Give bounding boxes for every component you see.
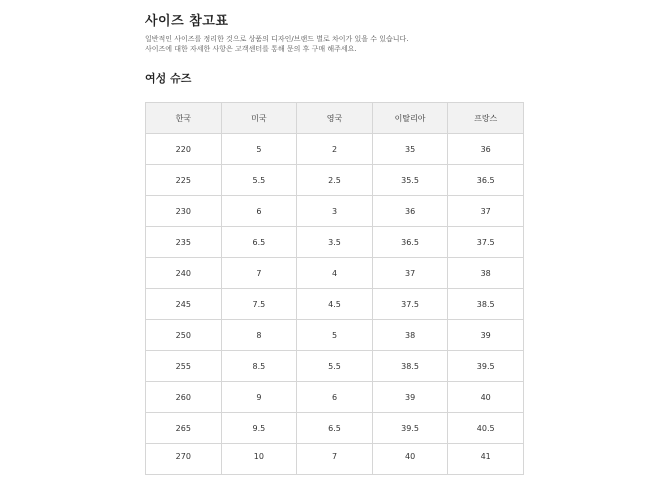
table-row: [146, 351, 524, 382]
size-cell-uk: 3.5: [297, 227, 373, 258]
size-cell-italy: 37.5: [372, 289, 448, 320]
header-row: [146, 103, 524, 134]
size-cell-italy: 38: [372, 320, 448, 351]
size-cell-usa: 5.5: [221, 165, 297, 196]
size-cell-france: 36: [448, 134, 524, 165]
size-cell-usa: 9: [221, 382, 297, 413]
size-cell-france: 38: [448, 258, 524, 289]
size-cell-uk: 5.5: [297, 351, 373, 382]
size-cell-korea: 245: [146, 289, 222, 320]
size-cell-italy: 36.5: [372, 227, 448, 258]
size-cell-usa: 9.5: [221, 413, 297, 444]
size-cell-france: 37.5: [448, 227, 524, 258]
size-cell-usa: 10: [221, 444, 297, 475]
header-cell-korea: 한국: [146, 103, 222, 134]
size-cell-italy: 35: [372, 134, 448, 165]
size-cell-uk: 2: [297, 134, 373, 165]
size-cell-uk: 4: [297, 258, 373, 289]
size-cell-korea: 250: [146, 320, 222, 351]
size-cell-uk: 5: [297, 320, 373, 351]
table-row: [146, 382, 524, 413]
description-line-2: 사이즈에 대한 자세한 사항은 고객센터를 통해 문의 후 구매 해주세요.: [145, 45, 357, 53]
size-cell-italy: 39: [372, 382, 448, 413]
table-row: [146, 258, 524, 289]
size-cell-usa: 7: [221, 258, 297, 289]
size-cell-korea: 230: [146, 196, 222, 227]
size-cell-italy: 35.5: [372, 165, 448, 196]
size-cell-usa: 8: [221, 320, 297, 351]
size-cell-usa: 6.5: [221, 227, 297, 258]
table-row: [146, 165, 524, 196]
size-cell-france: 41: [448, 444, 524, 475]
size-cell-usa: 6: [221, 196, 297, 227]
section-title: 여성 슈즈: [145, 72, 192, 85]
size-cell-korea: 270: [146, 444, 222, 475]
size-cell-uk: 6.5: [297, 413, 373, 444]
table-header: [146, 103, 524, 134]
size-cell-france: 36.5: [448, 165, 524, 196]
size-cell-uk: 4.5: [297, 289, 373, 320]
table-row: [146, 320, 524, 351]
size-cell-korea: 260: [146, 382, 222, 413]
table-row: [146, 227, 524, 258]
size-cell-uk: 3: [297, 196, 373, 227]
size-cell-usa: 7.5: [221, 289, 297, 320]
table-row: [146, 289, 524, 320]
size-cell-korea: 235: [146, 227, 222, 258]
header-cell-france: 프랑스: [448, 103, 524, 134]
size-cell-korea: 240: [146, 258, 222, 289]
size-cell-italy: 37: [372, 258, 448, 289]
size-cell-italy: 38.5: [372, 351, 448, 382]
table-row: [146, 196, 524, 227]
page-title: 사이즈 참고표: [145, 14, 229, 29]
table-row: [146, 134, 524, 165]
table-row: [146, 413, 524, 444]
size-cell-france: 37: [448, 196, 524, 227]
size-cell-usa: 5: [221, 134, 297, 165]
size-cell-france: 39: [448, 320, 524, 351]
size-cell-italy: 40: [372, 444, 448, 475]
header-cell-usa: 미국: [221, 103, 297, 134]
size-cell-france: 40.5: [448, 413, 524, 444]
size-cell-italy: 36: [372, 196, 448, 227]
table-body: [146, 134, 524, 475]
size-cell-usa: 8.5: [221, 351, 297, 382]
size-cell-korea: 265: [146, 413, 222, 444]
table-row: [146, 444, 524, 475]
size-cell-korea: 255: [146, 351, 222, 382]
header-cell-uk: 영국: [297, 103, 373, 134]
size-cell-france: 40: [448, 382, 524, 413]
size-cell-korea: 225: [146, 165, 222, 196]
size-cell-uk: 6: [297, 382, 373, 413]
description-line-1: 일반적인 사이즈를 정리한 것으로 상품의 디자인/브랜드 별로 차이가 있을 수 있습니다.: [145, 35, 409, 43]
size-cell-uk: 2.5: [297, 165, 373, 196]
size-cell-france: 39.5: [448, 351, 524, 382]
size-cell-uk: 7: [297, 444, 373, 475]
size-table: [145, 102, 524, 475]
header-cell-italy: 이탈리아: [372, 103, 448, 134]
size-cell-korea: 220: [146, 134, 222, 165]
size-cell-italy: 39.5: [372, 413, 448, 444]
size-cell-france: 38.5: [448, 289, 524, 320]
